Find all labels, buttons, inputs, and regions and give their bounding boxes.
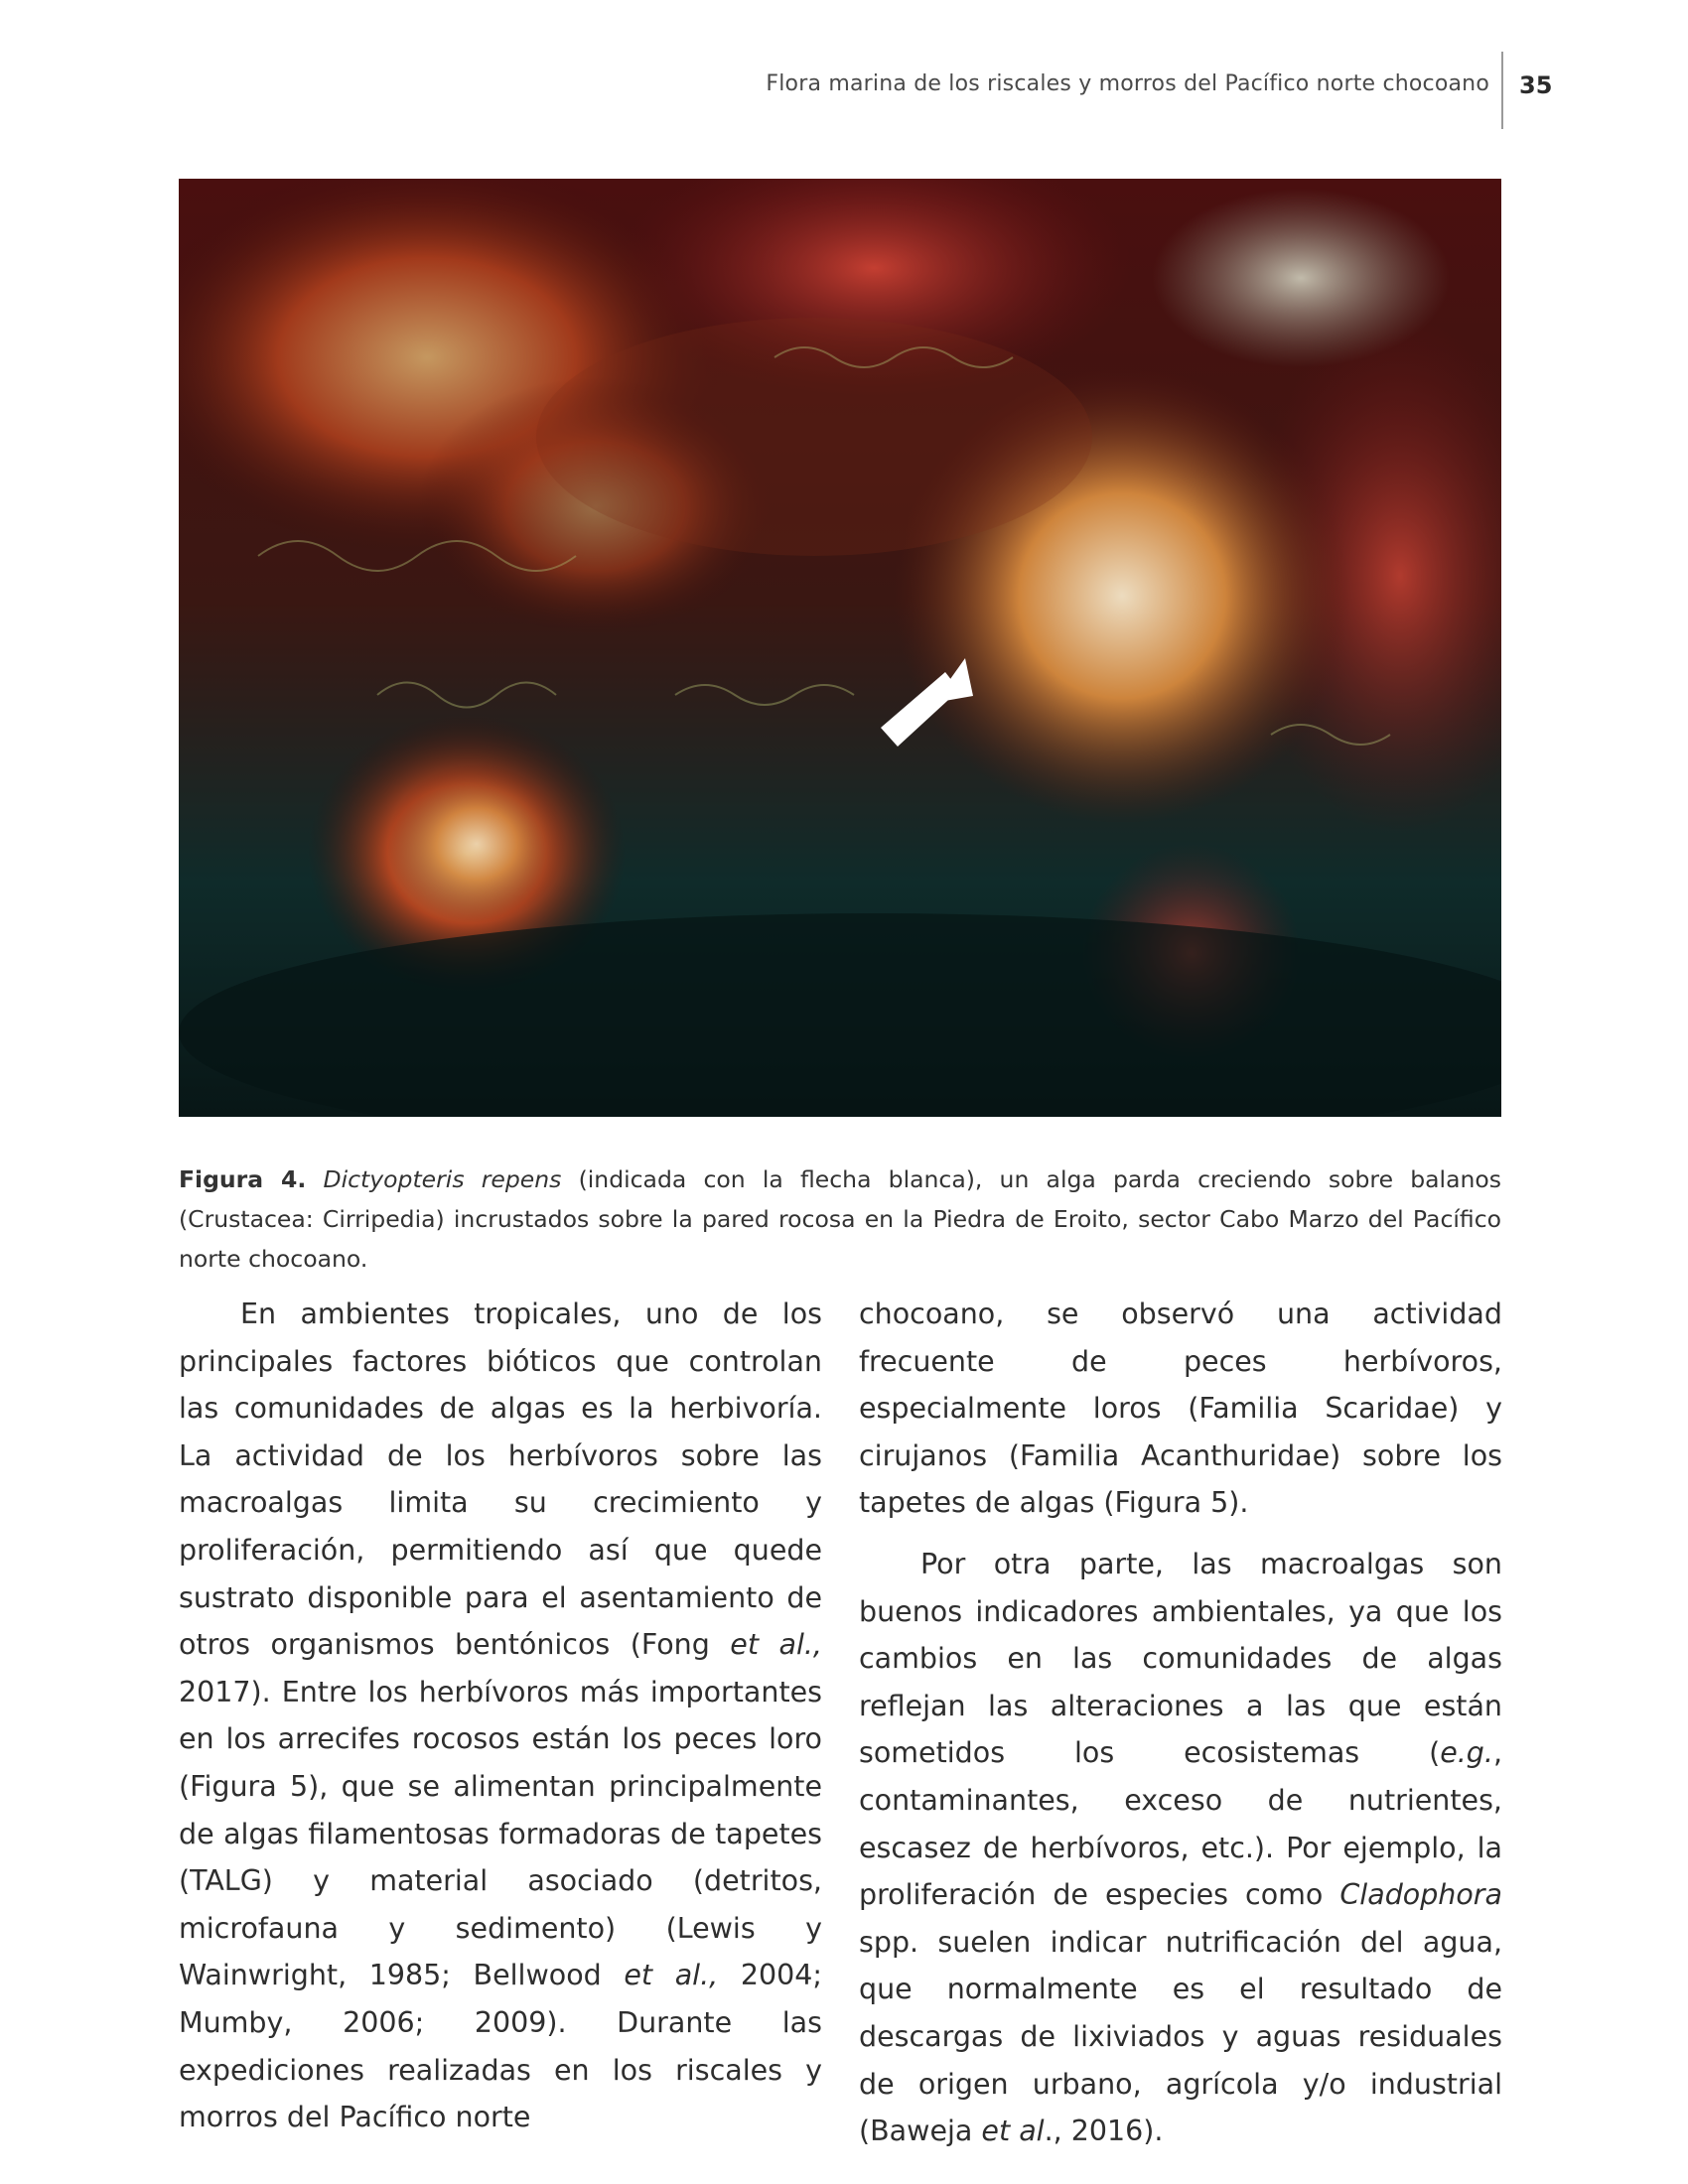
page-number: 35 [1519,71,1553,99]
underwater-photo [179,179,1501,1117]
citation-etal: et al [981,2115,1045,2148]
text-run: 2004; Mumby, 2006; 2009). Durante las expediciones realizadas en los riscales y morros del Pacífico norte [179,1959,822,2134]
running-title: Flora marina de los riscales y morros del Pacífico norte chocoano [766,71,1489,96]
header-divider [1501,52,1503,129]
paragraph-herbivory [179,1291,822,2141]
figure-caption [179,1160,1501,1279]
left-column [179,1291,822,2141]
figure-species: Dictyopteris repens [323,1165,562,1193]
text-run: En ambientes tropicales, uno de los principales factores bióticos que controlan las comunidades de algas es la herbivoría. La actividad de los herbívoros sobre las macroalgas limita su crecimiento y proliferación, permitiendo así que quede sustrato disponible para el asentamiento de otros organismos bentónicos (Fong [179,1297,822,1662]
paragraph-continuation: chocoano, se observó una actividad frecuente de peces herbívoros, especialmente loros (Familia Scaridae) y cirujanos (Familia Acanthuridae) sobre los tapetes de algas (Figura 5). [859,1297,1502,1520]
text-run: Por otra parte, las macroalgas son buenos indicadores ambientales, ya que los cambios en las comunidades de algas reflejan las alteraciones a las que están sometidos los ecosistemas ( [859,1547,1502,1770]
text-run: ., 2016). [1044,2115,1164,2148]
text-run: , contaminantes, exceso de nutrientes, escasez de herbívoros, etc.). Por ejemplo, la proliferación de especies como [859,1736,1502,1912]
citation-etal: et al., [730,1628,822,1662]
paragraph-indicators [859,1541,1502,2155]
figure-label: Figura 4. [179,1165,307,1193]
text-run: 2017). Entre los herbívoros más importantes en los arrecifes rocosos están los peces loro (Figura 5), que se alimentan principalmente de algas filamentosas formadoras de tapetes (TALG) y material asociado (detritos, microfauna y sedimento) (Lewis y Wainwright, 1985; Bellwood [179,1675,822,1992]
genus-name: Cladophora [1339,1878,1502,1912]
citation-etal: et al., [624,1959,719,1992]
figure-caption-text: (indicada con la flecha blanca), un alga parda creciendo sobre balanos (Crustacea: Cirripedia) incrustados sobre la pared rocosa en la Piedra de Eroito, sector Cabo Marzo del Pacífico norte chocoano. [179,1165,1501,1273]
abbrev-eg: e.g. [1440,1736,1493,1770]
figure-photo [179,179,1501,1117]
text-run: spp. suelen indicar nutrificación del agua, que normalmente es el resultado de descargas de lixiviados y aguas residuales de origen urbano, agrícola y/o industrial (Baweja [859,1925,1502,2148]
right-column [859,1291,1502,2155]
